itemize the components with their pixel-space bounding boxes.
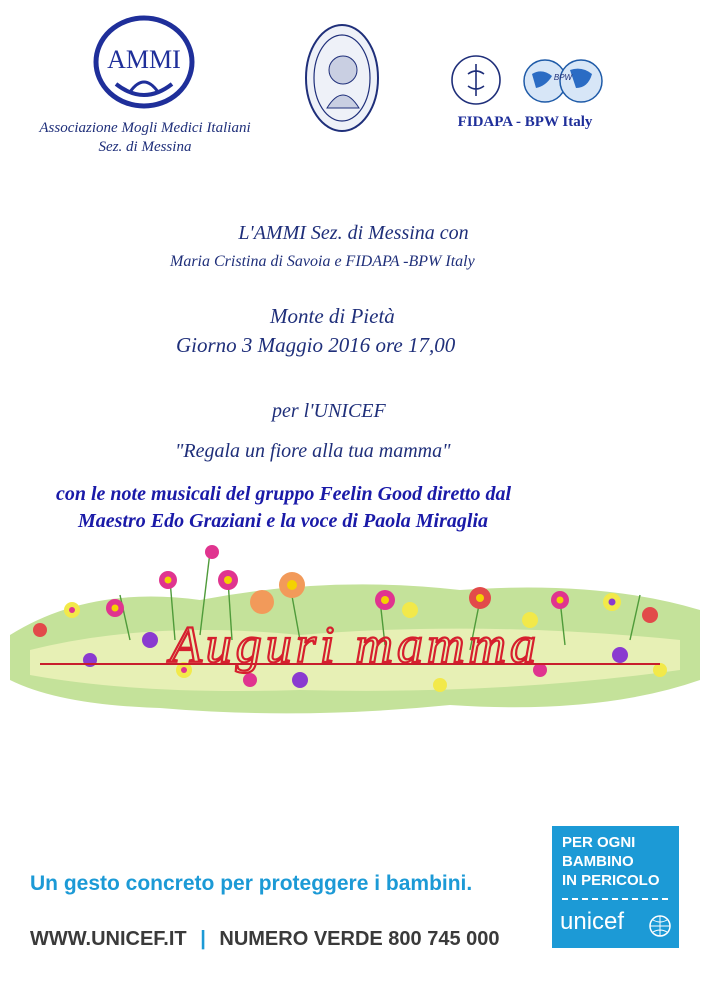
- unicef-box-line2: BAMBINO: [562, 853, 634, 870]
- unicef-box: [552, 826, 679, 948]
- footer-tagline: Un gesto concreto per proteggere i bambini.: [30, 872, 473, 895]
- fidapa-label: FIDAPA - BPW Italy: [457, 114, 593, 130]
- unicef-brand: unicef: [560, 908, 625, 935]
- flower-banner: [0, 540, 707, 720]
- music-line1: con le note musicali del gruppo Feelin Good diretto dal: [56, 483, 511, 505]
- unicef-phone: NUMERO VERDE 800 745 000: [219, 928, 500, 950]
- bpw-badge: BPW: [553, 73, 573, 82]
- banner-text: Auguri mamma: [169, 617, 541, 674]
- music-line2: Maestro Edo Graziani e la voce di Paola Miraglia: [78, 510, 488, 532]
- unicef-box-line3: IN PERICOLO: [562, 872, 660, 889]
- bpw-globe-icon: [522, 58, 604, 104]
- event-datetime: Giorno 3 Maggio 2016 ore 17,00: [176, 333, 456, 357]
- footer-contact: [30, 928, 540, 951]
- unicef-website[interactable]: WWW.UNICEF.IT: [30, 928, 187, 950]
- event-cause: per l'UNICEF: [272, 400, 386, 422]
- event-slogan: "Regala un fiore alla tua mamma": [175, 440, 451, 462]
- footer-separator: |: [200, 928, 206, 950]
- ammi-section: Sez. di Messina: [98, 139, 192, 155]
- unicef-box-line1: PER OGNI: [562, 834, 636, 851]
- header: [0, 0, 707, 170]
- unicef-box-dashes: [562, 898, 668, 900]
- fidapa-emblem: [450, 52, 502, 108]
- ammi-logo: [92, 14, 196, 110]
- ammi-name: Associazione Mogli Medici Italiani: [39, 120, 251, 136]
- event-line2: Maria Cristina di Savoia e FIDAPA -BPW Italy: [170, 253, 475, 270]
- unicef-globe-icon: [648, 914, 672, 938]
- savoia-seal: [303, 22, 381, 134]
- event-venue: Monte di Pietà: [270, 304, 395, 328]
- ammi-logo-text: AMMI: [107, 45, 181, 74]
- event-line1: L'AMMI Sez. di Messina con: [238, 222, 469, 244]
